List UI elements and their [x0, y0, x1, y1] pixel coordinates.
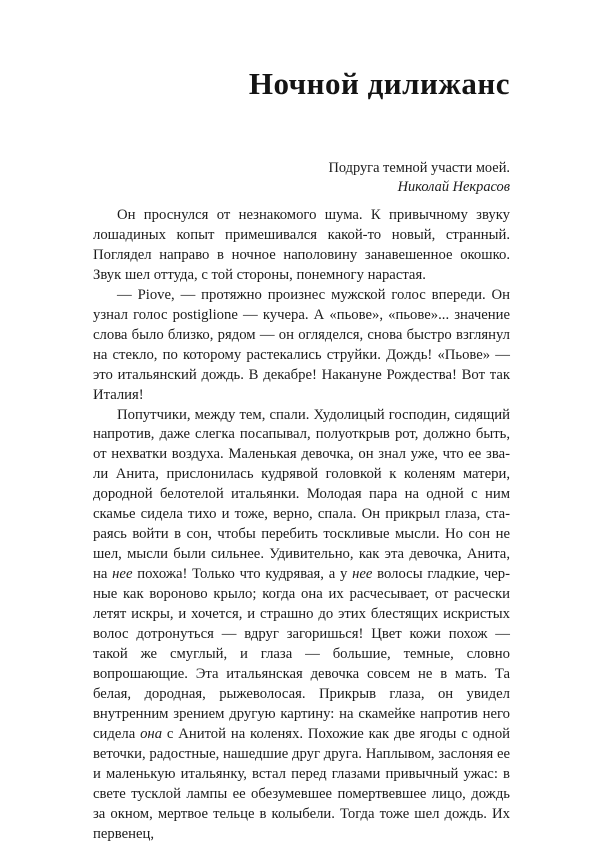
chapter-title: Ночной дилижанс	[248, 66, 510, 101]
emphasis-text: она	[140, 725, 163, 742]
epigraph-line: Подруга темной участи моей.	[328, 160, 510, 176]
paragraph-dialogue	[93, 286, 510, 406]
paragraph-text: Он проснулся от незнакомого шума. К привычному звуку лошадиных копыт примешивался какой-то новый, странный. Поглядел направо в ночное наполовину занавешенное окошко. Звук шел оттуда, с той стороны, понемногу нарастая.	[93, 207, 510, 283]
paragraph-text: — Piove, — протяжно произнес мужской голос впереди. Он узнал голос postiglione — кучера. А «пьове», «пьове»... значение слова было близко, рядом — он огляделся, снова быстро взглянул на стекло, по которому растекались струйки. Дождь! «Пьове» — это итальянский дождь. В декабре! Накануне Рождества! Вот так Италия!	[93, 286, 510, 403]
paragraph-text: Попутчики, между тем, спали. Худолицый господин, сидящий напротив, даже слегка посапывал, полуоткрыв рот, должно быть, от нехватки воздуха. Маленькая девочка, он знал уже, что ее звали Анита, прислонилась кудрявой головкой к коленям матери, дородной белотелой итальянки. Молодая пара на одной с ним скамье сидела тихо и тоже, верно, спала. Он прикрыл глаза, стараясь войти в сон, чтобы перебить тоскливые мысли. Но сон не шел, мысли были сильнее. Удивительно, как эта девочка, Анита, на	[93, 406, 510, 583]
paragraph-text: с Анитой на коленях. Похожие как две ягоды с одной веточки, радостные, нашедшие друг друга. Наплывом, заслоняя ее и маленькую итальянку, встал перед глазами привычный ужас: в свете тусклой лампы ее обезумевшее помертвевшее лицо, дождь за окном, мертвое тельце в колыбели. Тогда тоже шел дождь. Их первенец,	[93, 725, 511, 842]
paragraph-text: похожа! Только что кудрявая, а у	[137, 566, 348, 583]
emphasis-text: нее	[112, 566, 133, 583]
paragraph	[93, 206, 510, 286]
paragraph	[93, 406, 510, 845]
epigraph	[328, 159, 510, 197]
emphasis-text: нее	[352, 566, 373, 583]
epigraph-author: Николай Некрасов	[397, 179, 510, 195]
chapter-body	[93, 206, 510, 845]
paragraph-text: волосы гладкие, черные как вороново крыло; когда она их расчесывает, от расчески летят искры, и хочется, и страшно до этих блестящих искристых волос дотронуться — вдруг загоришься! Цвет кожи похож — такой же смуглый, и глаза — большие, темные, словно вопрошающие. Эта итальянская девочка совсем не в мать. Та белая, дородная, рыжеволосая. Прикрыв глаза, он увидел внутренним зрением другую картину: на скамейке напротив него сидела	[93, 566, 511, 742]
